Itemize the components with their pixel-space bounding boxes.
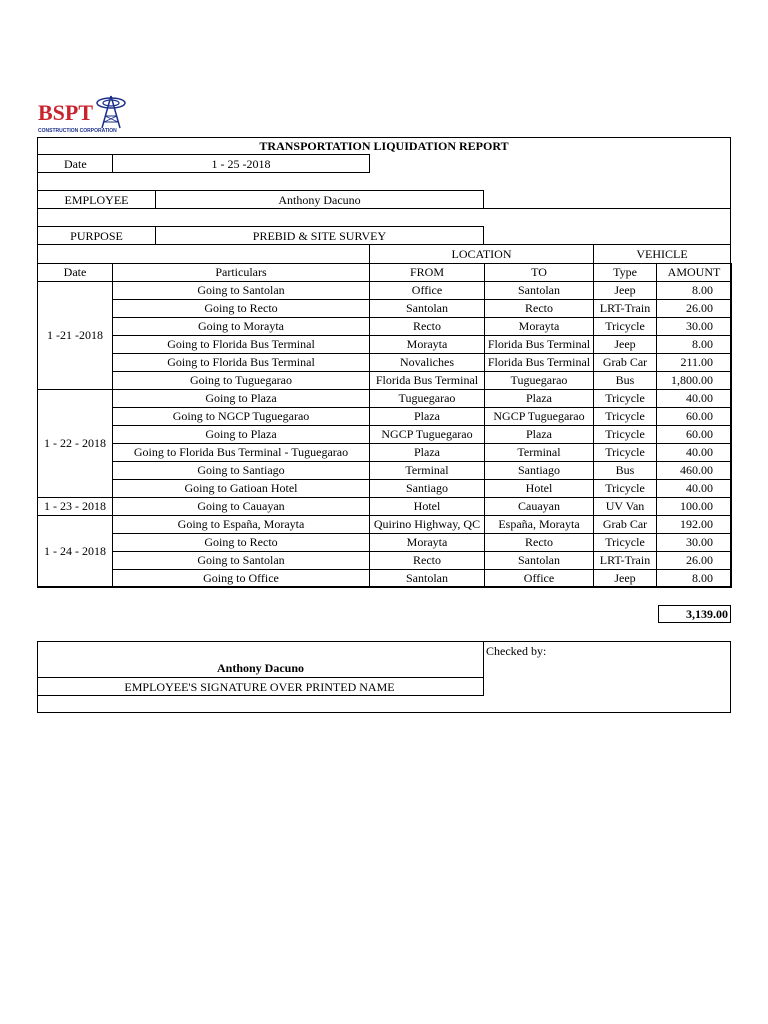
to-cell: Office [485, 570, 594, 588]
to-cell: Santiago [485, 462, 594, 480]
date-cell: 1 - 23 - 2018 [38, 498, 113, 516]
from-cell: Plaza [370, 444, 485, 462]
vehicle-group-label: VEHICLE [636, 247, 688, 261]
location-group-label: LOCATION [451, 247, 512, 261]
date-label-cell [37, 154, 113, 173]
purpose-label: PURPOSE [70, 229, 123, 243]
column-header: FROM [370, 264, 485, 282]
column-header: AMOUNT [657, 264, 732, 282]
signature-caption-cell [37, 677, 484, 696]
amount-cell: 460.00 [657, 462, 732, 480]
from-cell: Terminal [370, 462, 485, 480]
employee-value-cell [155, 190, 484, 209]
vehicle-type-cell: Tricycle [594, 408, 657, 426]
amount-cell: 60.00 [657, 426, 732, 444]
vehicle-type-cell: Grab Car [594, 354, 657, 372]
vehicle-type-cell: Tricycle [594, 318, 657, 336]
vehicle-type-cell: Bus [594, 462, 657, 480]
from-cell: Morayta [370, 534, 485, 552]
vehicle-type-cell: Tricycle [594, 534, 657, 552]
vehicle-type-cell: Jeep [594, 570, 657, 588]
signature-block [37, 641, 731, 713]
from-cell: Recto [370, 552, 485, 570]
date-label: Date [64, 157, 87, 171]
table-header-row [38, 264, 732, 282]
amount-cell: 60.00 [657, 408, 732, 426]
from-cell: Novaliches [370, 354, 485, 372]
date-value: 1 - 25 -2018 [211, 157, 271, 171]
section-divider [37, 208, 731, 209]
date-cell: 1 - 22 - 2018 [38, 390, 113, 498]
particulars-cell: Going to Cauayan [113, 498, 370, 516]
table-row [38, 498, 732, 516]
logo-text: BSPT [38, 100, 94, 125]
table-row [38, 318, 732, 336]
table-row [38, 390, 732, 408]
particulars-cell: Going to Plaza [113, 426, 370, 444]
to-cell: Cauayan [485, 498, 594, 516]
amount-cell: 211.00 [657, 354, 732, 372]
amount-cell: 30.00 [657, 318, 732, 336]
vehicle-type-cell: Jeep [594, 282, 657, 300]
from-cell: Hotel [370, 498, 485, 516]
table-row [38, 570, 732, 588]
amount-cell: 26.00 [657, 300, 732, 318]
to-cell: Hotel [485, 480, 594, 498]
to-cell: Tuguegarao [485, 372, 594, 390]
from-cell: Tuguegarao [370, 390, 485, 408]
column-header: Particulars [113, 264, 370, 282]
to-cell: Recto [485, 300, 594, 318]
to-cell: Santolan [485, 282, 594, 300]
vehicle-group-header [593, 244, 731, 264]
to-cell: Santolan [485, 552, 594, 570]
to-cell: Florida Bus Terminal [485, 354, 594, 372]
particulars-cell: Going to Florida Bus Terminal [113, 336, 370, 354]
amount-cell: 40.00 [657, 444, 732, 462]
employee-label-cell [37, 190, 156, 209]
to-cell: NGCP Tuguegarao [485, 408, 594, 426]
purpose-value: PREBID & SITE SURVEY [252, 229, 387, 243]
amount-cell: 100.00 [657, 498, 732, 516]
from-cell: Santolan [370, 300, 485, 318]
table-row [38, 444, 732, 462]
from-cell: Santiago [370, 480, 485, 498]
amount-cell: 8.00 [657, 570, 732, 588]
date-cell: 1 - 24 - 2018 [38, 516, 113, 588]
amount-cell: 192.00 [657, 516, 732, 534]
from-cell: NGCP Tuguegarao [370, 426, 485, 444]
particulars-cell: Going to Santolan [113, 552, 370, 570]
to-cell: Terminal [485, 444, 594, 462]
purpose-label-cell [37, 226, 156, 245]
from-cell: Florida Bus Terminal [370, 372, 485, 390]
column-header: TO [485, 264, 594, 282]
particulars-cell: Going to España, Morayta [113, 516, 370, 534]
particulars-cell: Going to Santolan [113, 282, 370, 300]
date-cell: 1 -21 -2018 [38, 282, 113, 390]
to-cell: España, Morayta [485, 516, 594, 534]
total-amount: 3,139.00 [658, 605, 731, 623]
table-row [38, 480, 732, 498]
signature-caption: EMPLOYEE'S SIGNATURE OVER PRINTED NAME [124, 680, 395, 694]
table-row [38, 408, 732, 426]
vehicle-type-cell: Tricycle [594, 390, 657, 408]
amount-cell: 1,800.00 [657, 372, 732, 390]
table-row [38, 372, 732, 390]
from-cell: Recto [370, 318, 485, 336]
amount-cell: 30.00 [657, 534, 732, 552]
from-cell: Morayta [370, 336, 485, 354]
location-group-header [369, 244, 594, 264]
particulars-cell: Going to Florida Bus Terminal [113, 354, 370, 372]
to-cell: Morayta [485, 318, 594, 336]
table-row [38, 426, 732, 444]
particulars-cell: Going to Florida Bus Terminal - Tuguegarao [113, 444, 370, 462]
vehicle-type-cell: Tricycle [594, 426, 657, 444]
table-row [38, 462, 732, 480]
vehicle-type-cell: Tricycle [594, 444, 657, 462]
vehicle-type-cell: Bus [594, 372, 657, 390]
particulars-cell: Going to Morayta [113, 318, 370, 336]
from-cell: Santolan [370, 570, 485, 588]
report-title: TRANSPORTATION LIQUIDATION REPORT [259, 139, 509, 153]
amount-cell: 26.00 [657, 552, 732, 570]
particulars-cell: Going to Recto [113, 300, 370, 318]
from-cell: Plaza [370, 408, 485, 426]
to-cell: Plaza [485, 426, 594, 444]
employee-value: Anthony Dacuno [278, 193, 361, 207]
vehicle-type-cell: Tricycle [594, 480, 657, 498]
purpose-value-cell [155, 226, 484, 245]
table-row [38, 552, 732, 570]
to-cell: Plaza [485, 390, 594, 408]
liquidation-table [37, 263, 732, 588]
table-row [38, 336, 732, 354]
particulars-cell: Going to Office [113, 570, 370, 588]
employee-label: EMPLOYEE [64, 193, 129, 207]
vehicle-type-cell: UV Van [594, 498, 657, 516]
vehicle-type-cell: LRT-Train [594, 300, 657, 318]
to-cell: Recto [485, 534, 594, 552]
checked-by-label: Checked by: [486, 644, 547, 658]
vehicle-type-cell: Grab Car [594, 516, 657, 534]
date-value-cell [112, 154, 370, 173]
amount-cell: 40.00 [657, 390, 732, 408]
column-header: Date [38, 264, 113, 282]
particulars-cell: Going to Recto [113, 534, 370, 552]
from-cell: Office [370, 282, 485, 300]
table-row [38, 534, 732, 552]
logo-subtitle: CONSTRUCTION CORPORATION [38, 128, 117, 134]
particulars-cell: Going to Santiago [113, 462, 370, 480]
from-cell: Quirino Highway, QC [370, 516, 485, 534]
company-logo [38, 94, 130, 136]
table-row [38, 354, 732, 372]
tower-icon [94, 94, 128, 130]
particulars-cell: Going to NGCP Tuguegarao [113, 408, 370, 426]
amount-cell: 40.00 [657, 480, 732, 498]
column-header: Type [594, 264, 657, 282]
amount-cell: 8.00 [657, 282, 732, 300]
particulars-cell: Going to Gatioan Hotel [113, 480, 370, 498]
to-cell: Florida Bus Terminal [485, 336, 594, 354]
table-row [38, 282, 732, 300]
table-row [38, 300, 732, 318]
employee-printed-name: Anthony Dacuno [216, 661, 305, 675]
vehicle-type-cell: Jeep [594, 336, 657, 354]
table-row [38, 516, 732, 534]
particulars-cell: Going to Tuguegarao [113, 372, 370, 390]
particulars-cell: Going to Plaza [113, 390, 370, 408]
amount-cell: 8.00 [657, 336, 732, 354]
vehicle-type-cell: LRT-Train [594, 552, 657, 570]
